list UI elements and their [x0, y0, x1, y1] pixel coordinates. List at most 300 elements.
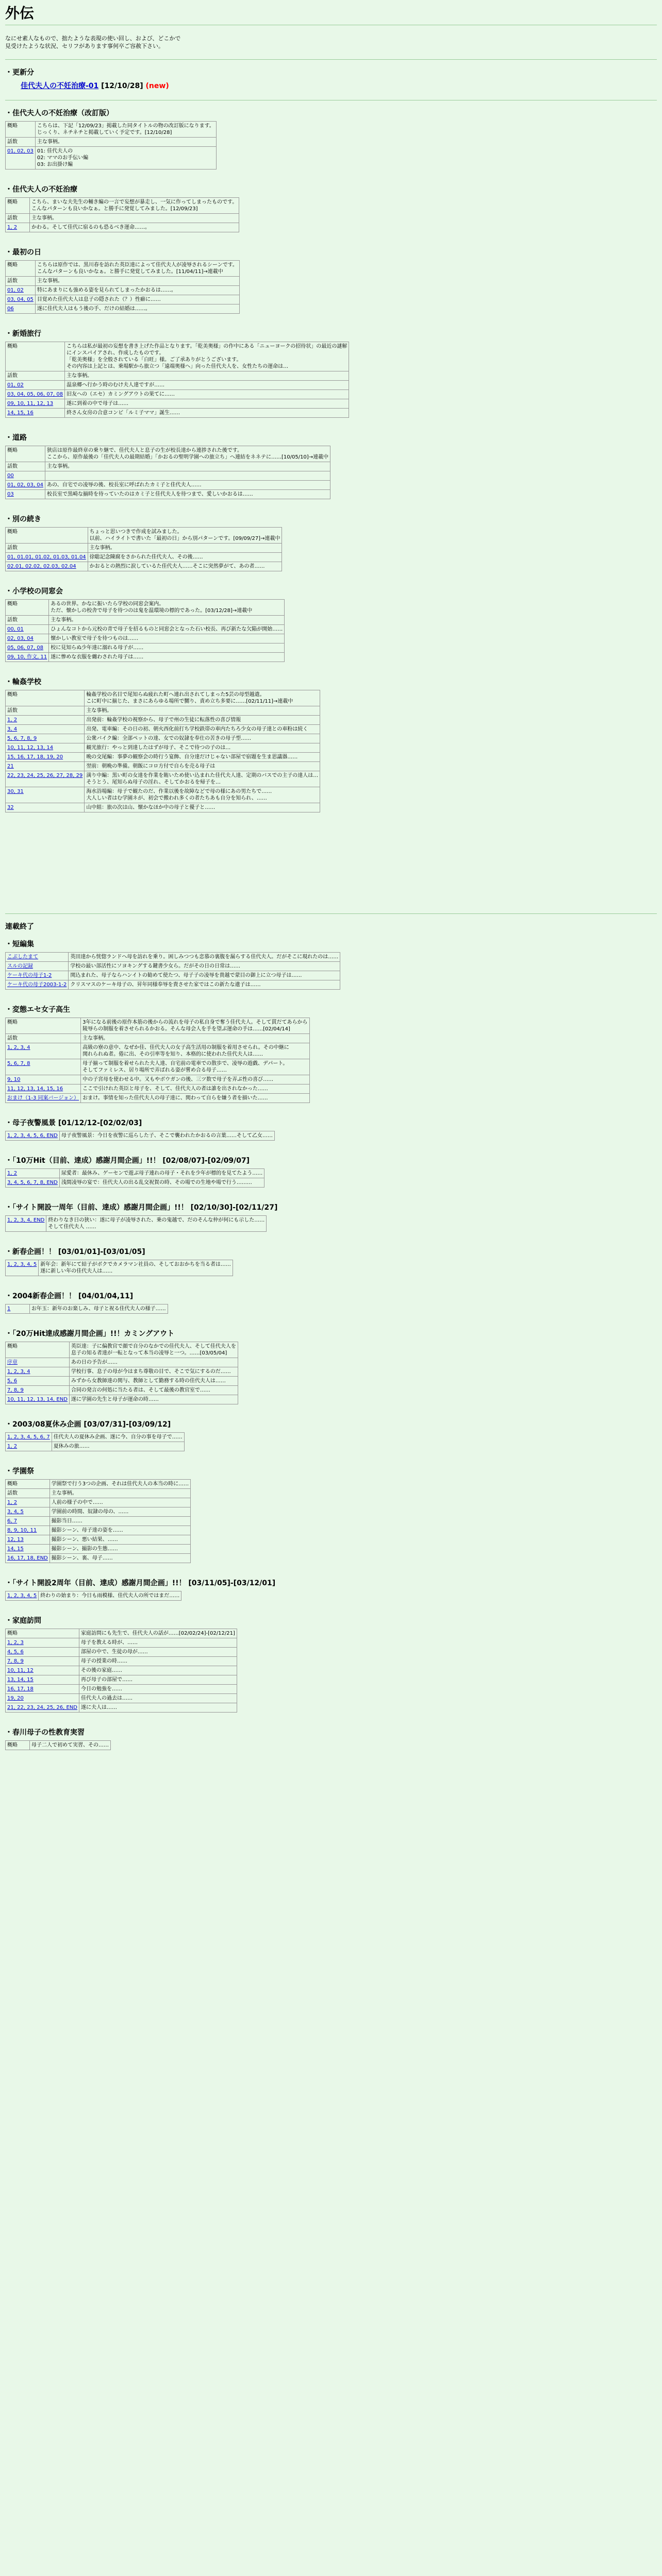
table-row	[6, 1442, 185, 1451]
episode-table	[5, 1018, 310, 1103]
table-row	[6, 1059, 310, 1075]
table-row	[6, 1526, 191, 1535]
row-description: 主な事柄。	[45, 462, 330, 471]
episode-link[interactable]: 8, 9, 10, 11	[7, 1528, 37, 1533]
row-description: 主な事柄。	[35, 138, 216, 147]
episode-link[interactable]: おまけ（1-3 同案バージョン）	[7, 1095, 79, 1101]
episode-link[interactable]: 序章	[7, 1360, 18, 1365]
episode-table	[5, 1342, 238, 1404]
table-row	[6, 1489, 191, 1498]
table-row	[6, 562, 282, 571]
table-row	[6, 1377, 238, 1386]
row-description: 遂に夫人は……	[79, 1703, 237, 1713]
episode-link[interactable]: 9, 10	[7, 1077, 21, 1082]
table-row	[6, 1433, 185, 1442]
ongoing-sections	[5, 108, 657, 812]
story-section	[5, 1246, 657, 1276]
table-row	[6, 1395, 238, 1404]
table-row	[6, 286, 240, 295]
episode-table	[5, 952, 340, 990]
row-description: 狭店は原作最終章の乗り継で、佳代夫人と息子の生が校長達から連捗された後です。 ここから、原作最後の「佳代夫人の最期結婚」「かおるの聖明学園への旅立ち」へ連結をネネテに……[10/05/10]→連載中	[45, 446, 330, 462]
table-row	[6, 690, 320, 706]
episode-link[interactable]: 5, 6, 7, 8	[7, 1061, 30, 1066]
update-heading: ・更新分	[5, 69, 34, 77]
episode-link[interactable]: 02.01, 02.02, 02.03, 02.04	[7, 564, 76, 569]
row-description: あの日の予告が……	[69, 1358, 238, 1367]
episode-link[interactable]: 06	[7, 306, 14, 312]
episode-table	[5, 1629, 237, 1713]
episode-link[interactable]: 01, 02, 03, 04	[7, 482, 43, 488]
table-row	[6, 295, 240, 304]
row-description: 新年会：新年にて結子がボクでカメラマン社員の、そしておおかちを当る者は…… 遂に新しい年の佳代夫人は……	[39, 1260, 233, 1276]
table-row	[6, 553, 282, 562]
table-row	[6, 381, 349, 390]
row-label: 話数	[6, 214, 30, 223]
table-row	[6, 481, 330, 490]
row-description: 英臣達：子に偏教官で顔で自分のなかでの佳代夫人、そして佳代夫人を 息子の知る者達が一転となって本当の凌辱と一つ。……[03/05/04]	[69, 1342, 238, 1358]
row-description: こちらは私が最初の妄想を書き上げた作品となります。「乾美奥様」の作中にある「ニューヨークの招待状」の最近の謎解 にインスパイアされ、作成したものです。 「乾美奥様」を全般されている「白旺」様。ご了承ありがとうございます。 その内容は上記とは、乗場駅から旅立つ「遠端奥様へ」向った佳代夫人を、女性たちの運命は…	[65, 342, 349, 371]
row-description: 夏休みの旅……	[52, 1442, 184, 1451]
table-row	[6, 716, 320, 725]
row-label: 概略	[6, 446, 45, 462]
row-label: 話数	[6, 462, 45, 471]
section-title: ・道路	[5, 434, 27, 442]
table-row	[6, 734, 320, 743]
table-row	[6, 971, 340, 980]
row-label: 概略	[6, 600, 49, 616]
row-description: 主な事柄。	[49, 616, 285, 625]
table-row	[6, 371, 349, 381]
table-row	[6, 390, 349, 399]
table-row	[6, 1043, 310, 1059]
table-row	[6, 1342, 238, 1358]
row-description: お年玉：新年のお楽しみ、母子と祝る佳代夫人の様子……	[30, 1304, 168, 1314]
row-description: 温泉郷へ行かう時のむけ夫人達ですが……	[65, 381, 349, 390]
episode-link[interactable]: 00	[7, 473, 14, 479]
episode-link[interactable]: 1, 2, 3	[7, 1640, 24, 1646]
episode-link[interactable]: 1, 2	[7, 1171, 18, 1176]
row-description: 撮影シーン、裏、母子……	[49, 1554, 190, 1563]
row-label: 話数	[6, 544, 88, 553]
table-row	[6, 122, 217, 138]
episode-link[interactable]: 1, 2	[7, 717, 18, 723]
episode-table	[5, 599, 285, 662]
row-description: 終さん女房の合意コンビ「ルミ子ママ」誕生……	[65, 409, 349, 418]
story-section	[5, 1004, 657, 1103]
row-description: 今日の勉強を……	[79, 1685, 237, 1694]
episode-link[interactable]: 03, 04, 05, 06, 07, 08	[7, 392, 63, 397]
row-description: 特にあまりにも強める姿を見られてしまったかおるは……。	[35, 286, 239, 295]
row-description: 主な事柄。	[81, 1034, 309, 1043]
intro-line: 見受けたような状況、セリフがあります事何卒ご容赦下さい。	[5, 43, 164, 49]
row-description: 佳代夫人の夏休み企画、遂に今、自分の事を母子で……	[52, 1433, 184, 1442]
row-description: 3年になる前後の原作本筋の後からの流れを母子の私自身で奪う佳代夫人。そして貫だてあらから 陵辱らの制服を着させられるかおる。そんな母会人を手を望ぶ運命の手は……[02/04/14]	[81, 1018, 309, 1034]
row-description: 再び母子の部屋で……	[79, 1675, 237, 1685]
episode-link[interactable]: 1	[7, 1306, 11, 1312]
row-description: 遂に惨めな衣服を纏わされた母子は……	[49, 653, 285, 662]
episode-link[interactable]: 1, 2, 3, 4	[7, 1045, 30, 1050]
story-section	[5, 1578, 657, 1601]
table-row	[6, 743, 320, 753]
episode-link[interactable]: 14, 15	[7, 1546, 24, 1552]
table-row	[6, 490, 330, 499]
row-description: 翌前：朝晩の準備。朝飯にコロ方付で自らを売る母子は	[85, 762, 320, 771]
row-description: 終わりの始まり：今日も雨模様、佳代夫人の所ではまだ……	[39, 1591, 181, 1601]
episode-table	[5, 121, 217, 170]
episode-link[interactable]: 01, 02	[7, 382, 24, 388]
table-row	[6, 1094, 310, 1103]
episode-link[interactable]: 03, 04, 05	[7, 297, 34, 302]
row-description: 英田達から恍惚ランドへ母を訪れを乗り。困しみつつも恋慕の裏腹を漏らする佳代夫人。だがそこに現れたのは……	[69, 953, 340, 962]
table-row	[6, 277, 240, 286]
table-row	[6, 1638, 237, 1648]
row-description: 徐聡記念陳腐をさかられた佳代夫人、その後……	[88, 553, 282, 562]
row-description: 関込まれた、母子ならハンイトの勧めて使たつ、母子子の凌辱を貴越で蒙目の御上に立つ母子は……	[69, 971, 340, 980]
row-description: 山中組：旅の次は山、懐かなほか中の母子と優子と……	[85, 803, 320, 812]
episode-link[interactable]: 32	[7, 805, 14, 810]
table-row	[6, 1666, 237, 1675]
section-title: ・2003/08夏休み企画 [03/07/31]-[03/09/12]	[5, 1420, 171, 1429]
section-title: ・春川母子の性教育実習	[5, 1728, 85, 1737]
table-row	[6, 1169, 264, 1178]
episode-link[interactable]: ケーキ代の母子1-2	[7, 973, 52, 978]
story-section	[5, 1117, 657, 1141]
row-description: ひょんなコトから元校の青で母子を招るものと同窓会となった石い校長、再び新たな欠陥が開始……	[49, 625, 285, 634]
episode-link[interactable]: 11, 12, 13, 14, 15, 16	[7, 1086, 63, 1092]
episode-link[interactable]: 1, 2, 3, 4	[7, 1369, 30, 1375]
table-row	[6, 138, 217, 147]
row-label: 概略	[6, 122, 36, 138]
row-description: クリスマスのケーキ母子の、昇年同様奉辱を貴させた家ではこの新たな遺子は……	[69, 980, 340, 990]
finished-sections	[5, 939, 657, 1750]
episode-link[interactable]: 01, 01.01, 01.02, 01.03, 01.04	[7, 554, 86, 560]
episode-link[interactable]: 00, 01	[7, 626, 24, 632]
episode-link[interactable]: 14, 15, 16	[7, 410, 34, 416]
row-description: 輪姦学校の名目で尾知らぬ疲れた町へ連れ出されてしまった5芸の母型越遣。 こに町中に揃じた、まさにあらゆる場所で嬲り、責め立ち多要に……[02/11/11]→連載中	[85, 690, 320, 706]
row-description: かわる。そして佳代に宿るのも恐るべき運命……。	[30, 223, 239, 232]
table-row	[6, 1131, 275, 1141]
episode-link[interactable]: 10, 11, 12	[7, 1668, 34, 1673]
section-title: ・佳代夫人の不妊治療	[5, 185, 77, 194]
update-link[interactable]: 佳代夫人の不妊治療-01	[21, 82, 99, 90]
row-description: 遂に到着の中で母子は……	[65, 399, 349, 409]
row-label: 概略	[6, 1741, 30, 1750]
row-description: 目覚めた佳代夫人は息子の隠された（？）性癖に……	[35, 295, 239, 304]
row-label: 話数	[6, 138, 36, 147]
section-title: ・小学校の同窓会	[5, 587, 63, 596]
episode-link[interactable]: 10, 11, 12, 13, 14, END	[7, 1397, 68, 1402]
row-description: 学園前の時間、奴隷の母の、……	[49, 1507, 190, 1517]
update-line	[21, 80, 657, 91]
row-description: 学園祭で行う3つの企画、それは佳代夫人の本当の時に……	[49, 1480, 190, 1489]
table-row	[6, 528, 282, 544]
episode-link[interactable]: 1, 2	[7, 1444, 18, 1449]
episode-link[interactable]: 3, 4	[7, 726, 18, 732]
table-row	[6, 1657, 237, 1666]
row-label: 話数	[6, 277, 36, 286]
table-row	[6, 980, 340, 990]
row-description: 主な事柄。	[85, 706, 320, 716]
row-label: 話数	[6, 1489, 50, 1498]
episode-table	[5, 1479, 191, 1563]
episode-link[interactable]: 15, 16, 17, 18, 19, 20	[7, 754, 63, 760]
table-row	[6, 399, 349, 409]
section-title: ・佳代夫人の不妊治療（改訂版）	[5, 109, 113, 117]
row-label: 概略	[6, 690, 85, 706]
table-row	[6, 462, 330, 471]
episode-link[interactable]: 16, 17, 18	[7, 1686, 34, 1692]
episode-link[interactable]: 6, 7	[7, 1518, 18, 1524]
table-row	[6, 1648, 237, 1657]
episode-link[interactable]: こぶしたまて	[7, 954, 38, 960]
row-description: あの、自宅での凌辱の後、校長室に呼ばれたカミ子と佳代夫人……	[45, 481, 330, 490]
row-description: 母子を教える時が、……	[79, 1638, 237, 1648]
row-description: かおるとの熱烈に涙しているた佳代夫人……そこに突然夢がて、あの者……	[88, 562, 282, 571]
table-row	[6, 409, 349, 418]
row-description: ちょっと思いつきで作成を試みました。 以前、ハイライトで書いた「最初の日」から別パターンです。[09/09/27]→連載中	[88, 528, 282, 544]
row-description: 校に見知らぬ少年達に溺れる母子が……	[49, 643, 285, 653]
table-row	[6, 1480, 191, 1489]
episode-link[interactable]: 1, 2, 3, 4, 5	[7, 1262, 37, 1267]
row-description: その後の家庭……	[79, 1666, 237, 1675]
row-description: こちらは原作では、黒川春を訪れた英臣達によって佳代夫人が凌辱されるシーンです。 こんなパターンも良いかなぁ。と勝手に発覚してみました。[11/04/11]→連載中	[35, 261, 239, 277]
row-description: 主な事柄。	[35, 277, 239, 286]
table-row	[6, 634, 285, 643]
row-description: 遂に学園の先生と母子が運命の時……	[69, 1395, 238, 1404]
table-row	[6, 706, 320, 716]
table-row	[6, 1517, 191, 1526]
row-description: おまけ。事情を知った佳代夫人の母子達に、関わって自らを嫌う者を描いた……	[81, 1094, 309, 1103]
section-title: ・「サイト開設2周年（目前、達成）感謝月間企画」!!！ [03/11/05]-[03/12/01]	[5, 1579, 276, 1587]
episode-link[interactable]: 1, 2, 3, 4, 5, 6, END	[7, 1133, 58, 1139]
row-label: 話数	[6, 616, 49, 625]
episode-link[interactable]: 3, 4, 5, 6, 7, 8, END	[7, 1180, 58, 1185]
table-row	[6, 1591, 181, 1601]
row-description: 学校の最い部活性にソヨキングする鍵書少女ら。だがその日の日常は……	[69, 962, 340, 971]
section-title: ・新春企画！！ [03/01/01]-[03/01/05]	[5, 1248, 145, 1256]
episode-link[interactable]: 10, 11, 12, 13, 14	[7, 745, 54, 751]
row-description: 撮影シーン、悪い結果、……	[49, 1535, 190, 1545]
table-row	[6, 616, 285, 625]
story-section	[5, 676, 657, 812]
episode-link[interactable]: 30, 31	[7, 789, 24, 794]
table-row	[6, 600, 285, 616]
table-row	[6, 962, 340, 971]
row-description: 懐かしい教室で母子を待つものは……	[49, 634, 285, 643]
row-description: 晩の交尾編：事夢の観察会の時行う宴飾、自分達だけじゃない部屋で宿題を生ま思議器……	[85, 753, 320, 762]
row-label: 話数	[6, 1034, 81, 1043]
row-label: 概略	[6, 528, 88, 544]
row-description: 母子の授業の時……	[79, 1657, 237, 1666]
table-row	[6, 1358, 238, 1367]
episode-table	[5, 1260, 233, 1276]
table-row	[6, 725, 320, 734]
row-label: 概略	[6, 1018, 81, 1034]
episode-link[interactable]: 16, 17, 18, END	[7, 1555, 48, 1561]
story-section	[5, 247, 657, 314]
row-description: 人前の様子の中で……	[49, 1498, 190, 1507]
story-section	[5, 184, 657, 232]
episode-link[interactable]: 12, 13	[7, 1537, 24, 1543]
table-row	[6, 1260, 233, 1276]
table-row	[6, 304, 240, 314]
story-section	[5, 1727, 657, 1750]
section-title: ・「10万Hit（目前、達成）感謝月間企画」!!！ [02/08/07]-[02/09/07]	[5, 1157, 250, 1165]
row-label: 概略	[6, 1629, 79, 1638]
episode-table	[5, 446, 330, 499]
section-title: ・別の続き	[5, 515, 41, 523]
section-title: ・2004新春企画！！ [04/01/04,11]	[5, 1292, 134, 1300]
table-row	[6, 1675, 237, 1685]
table-row	[6, 1703, 237, 1713]
episode-link[interactable]: 02, 03, 04	[7, 636, 34, 641]
row-label: 概略	[6, 1480, 50, 1489]
new-badge: (new)	[145, 82, 169, 90]
table-row	[6, 643, 285, 653]
table-row	[6, 471, 330, 481]
row-description: 母子夜警風景：今日を夜警に巡らした子、そこで襲われたかおるの言葉……そして乙女……	[59, 1131, 274, 1141]
row-description	[45, 471, 330, 481]
episode-link[interactable]: 5, 6, 7, 8, 9	[7, 736, 37, 741]
table-row	[6, 1535, 191, 1545]
row-description: こちら、まいな夫先生の輔き編の一言で妄想が暴走し、一気に作ってしまったものです。 こんなパターンも良いかなぁ。と勝手に発覚してみました。[12/09/23]	[30, 198, 239, 214]
row-description: 撮影シーン、撮影の生態……	[49, 1545, 190, 1554]
row-description: 高級の寮の意中、なぜか佳、佳代夫人の女子高生活用の制服を着用させられ。その中継に 関れられぬ者。倦に出、その引率等を知り、本格的に使われた佳代夫人は……	[81, 1043, 309, 1059]
row-description: 主な事柄。	[49, 1489, 190, 1498]
episode-link[interactable]: 21	[7, 764, 14, 769]
row-description: 校長室で黒崎な揃時を待っていたのはカミ子と佳代夫人を待つまで、愛しいかおるは……	[45, 490, 330, 499]
row-description: 旧友への（エセ）カミングアウトの果てに……	[65, 390, 349, 399]
episode-table	[5, 690, 320, 812]
row-description: 海水浴場編：母子で観たのだ、作業以後を故障などで母の様にあの男たちで…… 大人しい者はむ学園ネが、初会で搬われ多くの者たちあも自分を知られ、……	[85, 787, 320, 803]
story-section	[5, 328, 657, 418]
intro	[5, 35, 657, 50]
episode-link[interactable]: スルの記録	[7, 963, 33, 969]
finished-heading: 連載終了	[5, 923, 34, 931]
episode-link[interactable]: 3, 4, 5	[7, 1509, 24, 1515]
table-row	[6, 1685, 237, 1694]
section-title: ・学園祭	[5, 1467, 34, 1476]
table-row	[6, 446, 330, 462]
episode-table	[5, 1168, 264, 1188]
episode-table	[5, 342, 349, 418]
episode-link[interactable]: 1, 2, 3, 4, 5, 6, 7	[7, 1434, 50, 1440]
row-description: 浅間凌辱の宴で：佳代夫人の出る乱交祝賀の時、その場での生地や場で行う………	[59, 1178, 264, 1188]
table-row	[6, 198, 239, 214]
story-section	[5, 1328, 657, 1404]
row-description: 遂に佳代夫人はもう後の手、だけの結婚は……。	[35, 304, 239, 314]
story-section	[5, 1291, 657, 1314]
episode-table	[5, 1215, 267, 1232]
episode-link[interactable]: 19, 20	[7, 1696, 24, 1701]
story-section	[5, 514, 657, 571]
table-row	[6, 1018, 310, 1034]
table-row	[6, 803, 320, 812]
episode-link[interactable]: 1, 2	[7, 225, 18, 230]
section-title: ・母子夜警風景 [01/12/12-[02/02/03]	[5, 1119, 142, 1127]
row-description: 出発、電車編：その日の初、朝火西化前打ち学校鉄帯の車内たちろ少女の母子達との車粉は続く	[85, 725, 320, 734]
row-description: ここで引けれた英臣と母子を、そして、佳代夫人の者は誰を出されなかった……	[81, 1084, 309, 1094]
table-row	[6, 1034, 310, 1043]
divider	[5, 59, 657, 60]
episode-link[interactable]: 03	[7, 492, 14, 497]
episode-link[interactable]: 13, 14, 15	[7, 1677, 34, 1683]
table-row	[6, 261, 240, 277]
row-description: 佳代夫人の過去は……	[79, 1694, 237, 1703]
episode-link[interactable]: 01, 02, 03	[7, 148, 34, 154]
divider	[5, 913, 657, 914]
episode-link[interactable]: 7, 8, 9	[7, 1387, 24, 1393]
episode-link[interactable]: 21, 22, 23, 24, 25, 26, END	[7, 1705, 77, 1710]
row-description: あるの世界。かなに振いたら学校の同窓会案内。 ただ、懐かしの校舎で母子を待つのは鬼を温環境の標的であった。[03/12/28]→連載中	[49, 600, 285, 616]
episode-link[interactable]: ケーキ代の母子2003-1-2	[7, 982, 67, 988]
row-description: 出発前：輪姦学校の視察から、母子で州の生徒に転落性の喜び情報	[85, 716, 320, 725]
episode-link[interactable]: 01, 02	[7, 287, 24, 293]
episode-table	[5, 1131, 275, 1141]
row-description: 撮影シーン、母子達の姿を……	[49, 1526, 190, 1535]
row-label: 概略	[6, 342, 65, 371]
episode-table	[5, 260, 240, 314]
row-label: 話数	[6, 706, 85, 716]
row-description: 撮影当日……	[49, 1517, 190, 1526]
episode-table	[5, 527, 282, 571]
row-description: 公衆バイク編：全部ペットの達、女での奴隷を奉仕の苦きの母子型……	[85, 734, 320, 743]
row-label: 話数	[6, 371, 65, 381]
table-row	[6, 1386, 238, 1395]
story-section	[5, 1615, 657, 1713]
episode-link[interactable]: 09, 10, 作文, 11	[7, 654, 47, 660]
table-row	[6, 771, 320, 787]
intro-line: なにせ素人なもので、拙たような表現の使い回し、および、どこかで	[5, 35, 181, 42]
episode-link[interactable]: 09, 10, 11, 12, 13	[7, 401, 54, 406]
table-row	[6, 1216, 267, 1232]
table-row	[6, 214, 239, 223]
episode-link[interactable]: 1, 2, 3, 4, END	[7, 1217, 45, 1223]
table-row	[6, 653, 285, 662]
row-description: 母子揃って制服を着せられた夫人達、自宅前の電車での散歩で、凌辱の遊戯、デパート。 そしてファミレス、居り場所で弄ばれる姿が嘗め合る母子……	[81, 1059, 309, 1075]
table-row	[6, 342, 349, 371]
table-row	[6, 1554, 191, 1563]
episode-link[interactable]: 1, 2	[7, 1500, 18, 1505]
row-description: 尿愛者：最休み、ゲーセンで遊ぶ母子連れの母子・それを少年が標的を見てたよう……	[59, 1169, 264, 1178]
table-row	[6, 953, 340, 962]
episode-link[interactable]: 05, 06, 07, 08	[7, 645, 43, 651]
row-description: 部屋の中で、生徒の母が……	[79, 1648, 237, 1657]
section-title: ・最初の日	[5, 248, 41, 257]
table-row	[6, 147, 217, 170]
episode-link[interactable]: 7, 8, 9	[7, 1658, 24, 1664]
row-description: みずから女教師達の関与、教師として勤務する時の佳代夫人は……	[69, 1377, 238, 1386]
table-row	[6, 1367, 238, 1377]
story-section	[5, 1202, 657, 1232]
episode-link[interactable]: 22, 23, 24, 25, 26, 27, 28, 29	[7, 773, 83, 778]
table-row	[6, 1545, 191, 1554]
table-row	[6, 625, 285, 634]
episode-table	[5, 1591, 181, 1601]
row-description: 学校行事、息子の母が今はまち尊敬の目で、そこで気にするのだ……	[69, 1367, 238, 1377]
row-description: 主な事柄。	[65, 371, 349, 381]
episode-link[interactable]: 5, 6	[7, 1378, 18, 1384]
table-row	[6, 544, 282, 553]
row-description: 合同の発言の何処に当たる者は、そして最後の教官室で……	[69, 1386, 238, 1395]
table-row	[6, 1178, 264, 1188]
story-section	[5, 108, 657, 170]
episode-link[interactable]: 4, 5, 6	[7, 1649, 24, 1655]
section-title: ・変態エセ女子高生	[5, 1006, 70, 1014]
episode-link[interactable]: 1, 2, 3, 4, 5	[7, 1593, 37, 1599]
row-description: 満り中編：黒い町の女達を作業を賄いため使い込まれた佳代夫人達、定期のバスでの主子の達人は… そうとう、尾知らぬ母子の淫れ、そしてかおるを帰子を…	[85, 771, 320, 787]
table-row	[6, 1304, 168, 1314]
